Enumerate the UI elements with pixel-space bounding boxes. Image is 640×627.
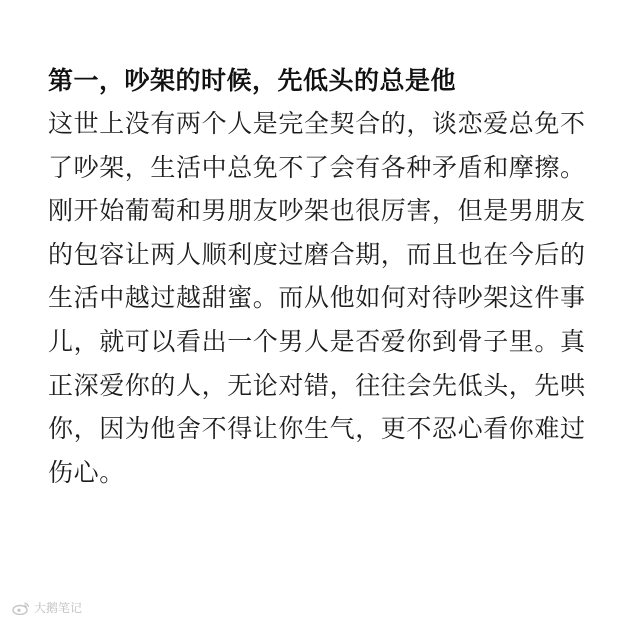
body-line: 儿，就可以看出一个男人是否爱你到骨子里。真 [48, 326, 586, 356]
body-line: 了吵架，生活中总免不了会有各种矛盾和摩擦。 [48, 152, 586, 182]
watermark-text: 大鹅笔记 [34, 601, 83, 615]
body-line: 的包容让两人顺利度过磨合期，而且也在今后的 [48, 239, 586, 269]
article-heading: 第一，吵架的时候，先低头的总是他 [48, 66, 457, 95]
body-line: 伤心。 [48, 457, 125, 487]
body-line: 正深爱你的人，无论对错，往往会先低头，先哄 [48, 370, 586, 400]
article [48, 60, 608, 494]
body-line: 生活中越过越甜蜜。而从他如何对待吵架这件事 [48, 283, 586, 313]
article-body [48, 102, 608, 494]
body-line: 你，因为他舍不得让你生气，更不忍心看你难过 [48, 414, 586, 444]
body-line: 这世上没有两个人是完全契合的，谈恋爱总免不 [48, 109, 586, 138]
weibo-logo-icon [12, 601, 30, 615]
body-line: 刚开始葡萄和男朋友吵架也很厉害，但是男朋友 [48, 196, 586, 226]
watermark [12, 600, 82, 616]
